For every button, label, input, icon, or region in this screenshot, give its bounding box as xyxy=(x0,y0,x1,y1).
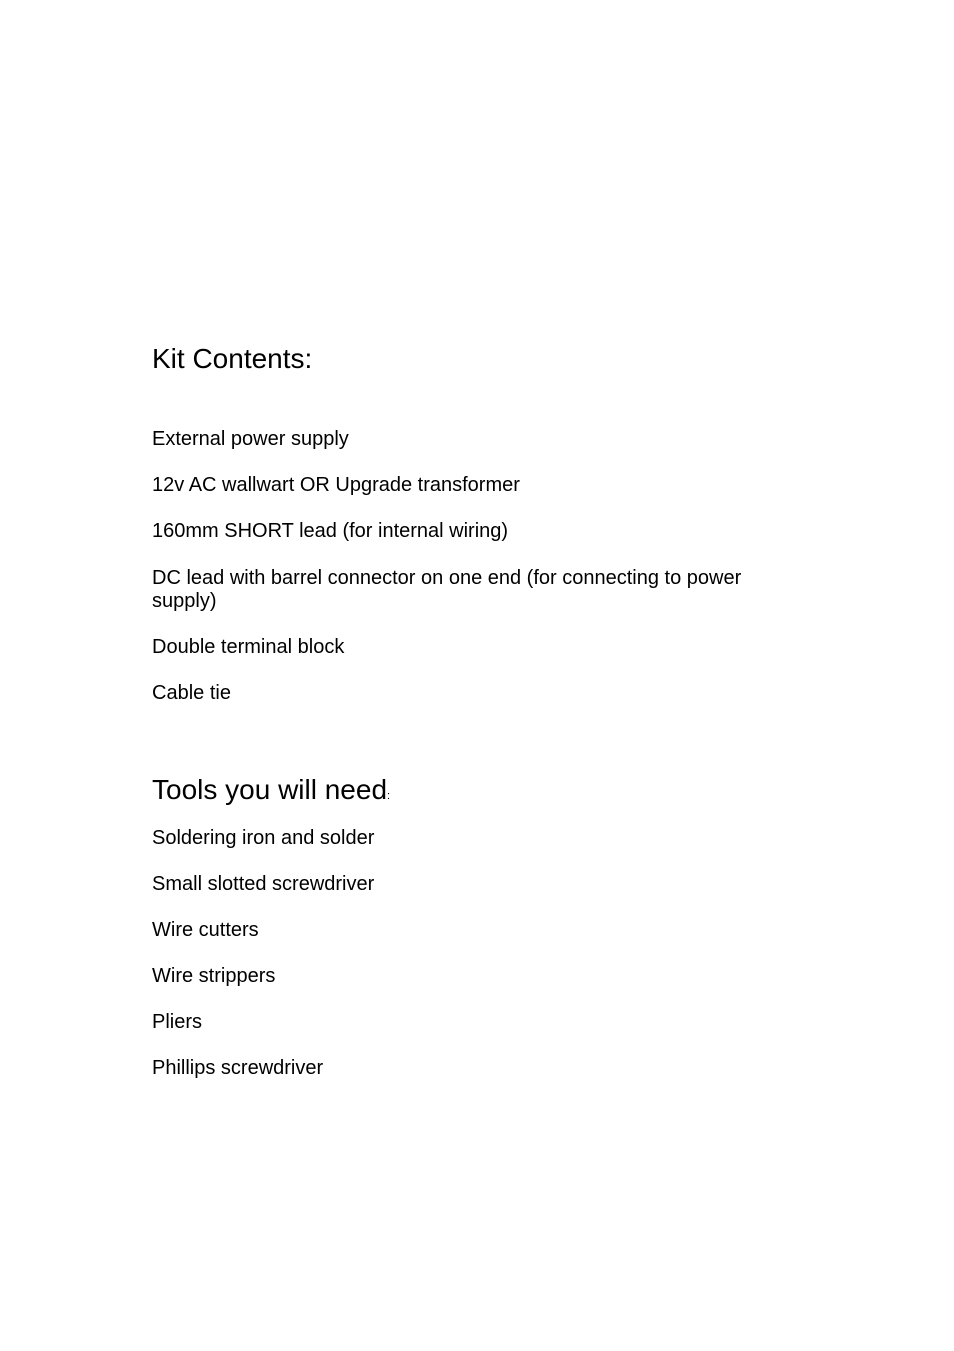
kit-item-cable-tie: Cable tie xyxy=(152,682,231,704)
tools-heading xyxy=(152,774,390,812)
kit-item-dc-lead: DC lead with barrel connector on one end (for connecting to power supply) xyxy=(152,567,742,612)
tool-item-wire-strippers: Wire strippers xyxy=(152,965,276,987)
tools-heading-colon: : xyxy=(387,790,391,802)
kit-contents-heading: Kit Contents: xyxy=(152,343,313,374)
tools-heading-text: Tools you will need xyxy=(152,774,388,805)
kit-item-short-lead: 160mm SHORT lead (for internal wiring) xyxy=(152,520,509,542)
kit-item-terminal-block: Double terminal block xyxy=(152,636,345,658)
tool-item-wire-cutters: Wire cutters xyxy=(152,919,259,941)
kit-item-wallwart: 12v AC wallwart OR Upgrade transformer xyxy=(152,474,520,496)
kit-item-external-power-supply: External power supply xyxy=(152,428,349,450)
tool-item-slotted-screwdriver: Small slotted screwdriver xyxy=(152,873,375,895)
tool-item-pliers: Pliers xyxy=(152,1011,203,1033)
tool-item-phillips-screwdriver: Phillips screwdriver xyxy=(152,1057,324,1079)
tool-item-soldering-iron: Soldering iron and solder xyxy=(152,827,375,849)
